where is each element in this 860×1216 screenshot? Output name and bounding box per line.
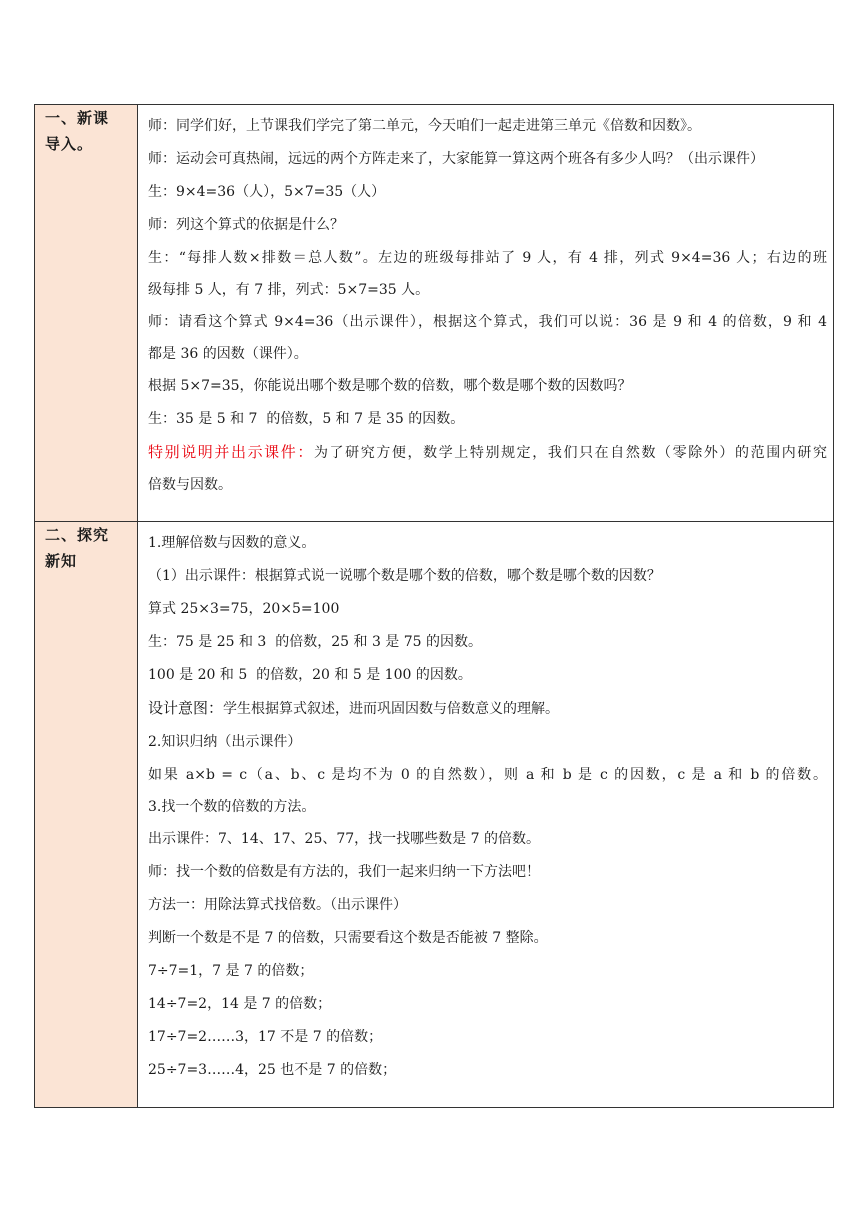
special-note-text: 为了研究方便，数学上特别规定，我们只在自然数（零除外）的范围内研究: [313, 445, 827, 461]
section-row-intro: [35, 105, 834, 522]
text-line: （1）出示课件：根据算式说一说哪个数是哪个数的倍数，哪个数是哪个数的因数？: [148, 568, 661, 584]
text-line: 17÷7=2……3，17 不是 7 的倍数；: [148, 1029, 383, 1045]
text-line: 判断一个数是不是 7 的倍数，只需要看这个数是否能被 7 整除。: [148, 930, 548, 946]
text-line: 级每排 5 人，有 7 排，列式：5×7=35 人。: [148, 282, 430, 298]
text-line: 师：列这个算式的依据是什么？: [148, 217, 344, 233]
section-label-line: 新知: [45, 552, 78, 570]
text-line: 师：同学们好，上节课我们学完了第二单元，今天咱们一起走进第三单元《倍数和因数》。: [148, 118, 701, 134]
text-line: 师：找一个数的倍数是有方法的，我们一起来归纳一下方法吧！: [148, 864, 540, 880]
special-note-label: 特别说明并出示课件：: [148, 443, 314, 461]
section-row-explore: [35, 522, 834, 1108]
lesson-plan-table: [34, 104, 834, 1108]
text-line: 生：“每排人数×排数＝总人数”。左边的班级每排站了 9 人，有 4 排，列式 9×4=36 人；右边的班: [148, 250, 827, 266]
text-line: 1.理解倍数与因数的意义。: [148, 535, 316, 551]
text-line: 3.找一个数的倍数的方法。: [148, 799, 316, 815]
text-line: 14÷7=2，14 是 7 的倍数；: [148, 996, 332, 1012]
text-line: 2.知识归纳（出示课件）: [148, 734, 302, 750]
section-label-line: 导入。: [45, 135, 94, 153]
text-line: 方法一：用除法算式找倍数。（出示课件）: [148, 897, 407, 913]
text-line: 25÷7=3……4，25 也不是 7 的倍数；: [148, 1062, 397, 1078]
section-label-cell: [35, 105, 138, 522]
text-line: 生：75 是 25 和 3 的倍数，25 和 3 是 75 的因数。: [148, 634, 483, 650]
text-line: 如果 a×b = c（a、b、c 是均不为 0 的自然数），则 a 和 b 是 c 的因数，c 是 a 和 b 的倍数。: [148, 767, 827, 783]
text-line: 师：请看这个算式 9×4=36（出示课件），根据这个算式，我们可以说：36 是 9 和 4 的倍数，9 和 4: [148, 314, 827, 330]
section-label-cell: [35, 522, 138, 1108]
text-line: 生：9×4=36（人），5×7=35（人）: [148, 184, 386, 200]
text-line: 倍数与因数。: [148, 477, 232, 493]
text-line: 出示课件：7、14、17、25、77，找一找哪些数是 7 的倍数。: [148, 831, 540, 847]
text-line: 算式 25×3=75，20×5=100: [148, 601, 340, 617]
section-label-line: 一、新课: [45, 109, 110, 127]
special-note-line: [148, 436, 827, 469]
design-intent-label: 设计意图：: [148, 699, 224, 717]
text-line: 生：35 是 5 和 7 的倍数，5 和 7 是 35 的因数。: [148, 411, 465, 427]
text-line: 7÷7=1，7 是 7 的倍数；: [148, 963, 314, 979]
section-content-cell: [138, 105, 834, 522]
text-line: 都是 36 的因数（课件）。: [148, 346, 308, 362]
text-line: 100 是 20 和 5 的倍数，20 和 5 是 100 的因数。: [148, 667, 472, 683]
design-intent-line: [148, 692, 827, 726]
design-intent-text: 学生根据算式叙述，进而巩固因数与倍数意义的理解。: [223, 701, 560, 717]
text-line: 师：运动会可真热闹，远远的两个方阵走来了，大家能算一算这两个班各有多少人吗？（出示课件）: [148, 151, 764, 167]
section-label-line: 二、探究: [45, 526, 110, 544]
section-content-cell: [138, 522, 834, 1108]
text-line: 根据 5×7=35，你能说出哪个数是哪个数的倍数，哪个数是哪个数的因数吗？: [148, 378, 632, 394]
